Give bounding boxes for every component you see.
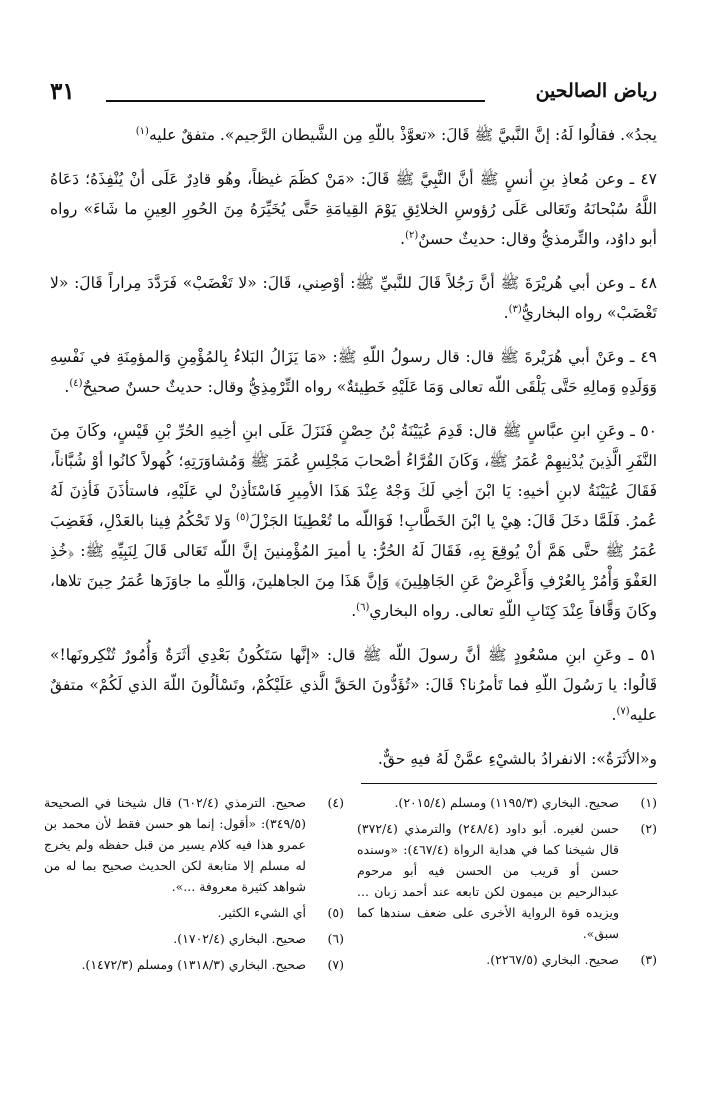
footnote-ref[interactable]: (٦) xyxy=(356,601,370,613)
footnote: (١) صحيح. البخاري (١١٩٥/٣) ومسلم (٢٠١٥/٤). xyxy=(394,795,657,810)
hadith-49: ٤٩ ـ وعَنْ أبي هُرَيْرةَ ﷺ قال: قال رسولُ اللّهِ ﷺ: «مَا يَزَالُ البَلاءُ بِالمُؤْمِنِ وَالمؤمِنَةِ في نَفْسِهِ وَوَلَدِهِ وَمالِهِ حَتَّى يَلْقَى اللّه تعالى وَمَا عَلَيْهِ خَطِيئةٌ» رواه التِّرْمِذِيُّ وقال: حديثٌ حسنٌ صحيحٌ$^{(٤)}$. xyxy=(50,348,657,396)
footnote-ref[interactable]: (٣) xyxy=(508,303,522,315)
footnote-ref[interactable]: (١) xyxy=(135,125,149,137)
header-rule xyxy=(106,100,485,102)
paragraph-continuation: يجدُ». فقالُوا لَهُ: إنَّ النَّبيَّ ﷺ قَالَ: «تعوَّذْ باللّهِ مِن الشَّيطان الرَّجيم». متفقٌ عليه$^{(١)}$ xyxy=(135,125,657,144)
footnote-ref[interactable]: (٧) xyxy=(616,705,630,717)
footnote-separator xyxy=(361,783,657,784)
footnote: (٢) حسن لغيره. أبو داود (٢٤٨/٤) والترمذي (٣٧٢/٤) قال شيخنا كما في هداية الرواة (٤٦٧/٤): «وسنده حسن أو قريب من الحسن فيه أبو مرحوم عبدالرحيم بن ميمون لكن تابعه عند أحمد زبان ... ويزيده قوة الرواية الأخرى على ضعف سندها كما سبق». xyxy=(357,821,657,941)
footnote-ref[interactable]: (٤) xyxy=(69,377,83,389)
main-text xyxy=(50,120,657,788)
footnote-ref[interactable]: (٥) xyxy=(236,511,250,523)
hadith-50: ٥٠ ـ وعَنِ ابنِ عبَّاسٍ ﷺ قال: قَدِمَ عُيَيْنَةُ بْنُ حِصْنٍ فَنَزَلَ عَلَى ابنِ أخِيهِ الحُرِّ بْنِ قَيْسٍ، وكَانَ مِنَ النَّفَرِ الَّذِينَ يُدْنِيهِمْ عُمَرُ ﷺ، وَكَانَ القُرَّاءُ أصْحابَ مَجْلِسِ عُمَرَ ﷺ وَمُشاوَرَتِهِ؛ كُهولاً كانُوا أوْ شُبَّاناً، فَقَالَ عُيَيْنَةُ لابنِ أخيهِ: يَا ابْنَ أخِي لَكَ وَجْهٌ عِنْدَ هَذَا الأمِيرِ فَاسْتَأذِنْ لي عَلَيْهِ، فاستأذَنَ فَأذِنَ لَهُ عُمرُ. فَلَمَّا دخَلَ قَالَ: هِيْ يا ابْنَ الخَطَّابِ! فَوَاللّه ما تُعْطِينَا الجَزْلَ$^{(٥)}$ وَلا تَحْكُمُ فِينا بالعَدْلِ، فَغَضِبَ عُمَرُ ﷺ حتَّى هَمَّ أنْ يُوقِعَ بِهِ، فَقَالَ لَهُ الحُرُّ: يا أميرَ المُؤْمِنينَ إنَّ اللّه تَعَالى قَالَ لِنَبِيِّهِ ﷺ: ﴿خُذِ العَفْوَ وَأْمُرْ بِالعُرْفِ وَأَعْرِضْ عَنِ الجَاهِلِينَ﴾ وَإنَّ هَذَا مِنَ الجاهلينَ، وَاللّهِ ما جاوَزَها عُمَرُ حِينَ تلاها، وكَانَ وَقَّافاً عِنْدَ كِتَابِ اللّهِ تعالى. رواه البخاري$^{(٦)}$. xyxy=(50,422,657,620)
footnote: (٥) أي الشيء الكثير. xyxy=(217,905,344,920)
footnote: (٦) صحيح. البخاري (١٧٠٢/٤). xyxy=(173,931,344,946)
hadith-51: ٥١ ـ وعَنِ ابنِ مسْعُودٍ ﷺ أنَّ رسولَ اللّه ﷺ قال: «إنَّها سَتَكُونُ بَعْدِي أثَرَةٌ وَأُمُورٌ تُنْكِرونَها!» قَالُوا: يا رَسُولَ اللّهِ فما تَأمرُنا؟ قَالَ: «تُؤَدُّونَ الحَقَّ الَّذي عَلَيْكُمْ، وتَسْألُونَ اللّهَ الذي لَكُمْ» متفقٌ عليه$^{(٧)}$. xyxy=(50,646,657,724)
footnote: (٤) صحيح. الترمذي (٦٠٢/٤) قال شيخنا في الصحيحة (٣٤٩/٥): «أقول: إنما هو حسن فقط لأن محمد بن عمرو هذا فيه كلام يسير من قبل حفظه ولم يخرج له مسلم إلا متابعة لكن الحديث صحيح بما له من شواهد كثيرة معروفة ...». xyxy=(44,795,344,894)
book-title: رياض الصالحين xyxy=(535,80,657,102)
page-number: ٣١ xyxy=(50,78,75,105)
footnote: (٧) صحيح. البخاري (١٣١٨/٣) ومسلم (١٤٧٢/٣). xyxy=(81,957,344,972)
page-header xyxy=(50,78,657,112)
footnotes-right-column xyxy=(357,792,657,975)
hadith-47: ٤٧ ـ وعن مُعاذِ بنِ أنسٍ ﷺ أنَّ النَّبِيَّ ﷺ قَالَ: «مَنْ كظَمَ غيظاً، وهُو قادِرٌ عَلَى أنْ يُنْفِذَهُ؛ دَعَاهُ اللَّهُ سُبْحانَهُ وتَعَالى عَلَى رُؤوسِ الخلائِقِ يَوْمَ القِيامَةِ حَتَّى يُخَيِّرَهُ مِنَ الحُورِ العِينِ ما شَاءَ» رواه أبو داوُد، والتِّرمذيُّ وقال: حديثٌ حسنٌ$^{(٢)}$. xyxy=(50,170,657,248)
footnote: (٣) صحيح. البخاري (٢٢٦٧/٥). xyxy=(486,952,657,967)
glossary-note: و«الأثَرَةُ»: الانفرادُ بالشيْءِ عمَّنْ لَهُ فيهِ حقٌّ. xyxy=(377,750,657,768)
hadith-48: ٤٨ ـ وعن أبي هُريْرَةَ ﷺ أنَّ رَجُلاً قَالَ للنَّبيِّ ﷺ: أوْصِني، قَالَ: «لا تَغْضَبْ» فَرَدَّدَ مِراراً قَالَ: «لا تَغْضَبْ» رواه البخاريُّ$^{(٣)}$. xyxy=(50,274,657,322)
footnotes-left-column xyxy=(44,792,344,980)
footnote-ref[interactable]: (٢) xyxy=(405,229,419,241)
